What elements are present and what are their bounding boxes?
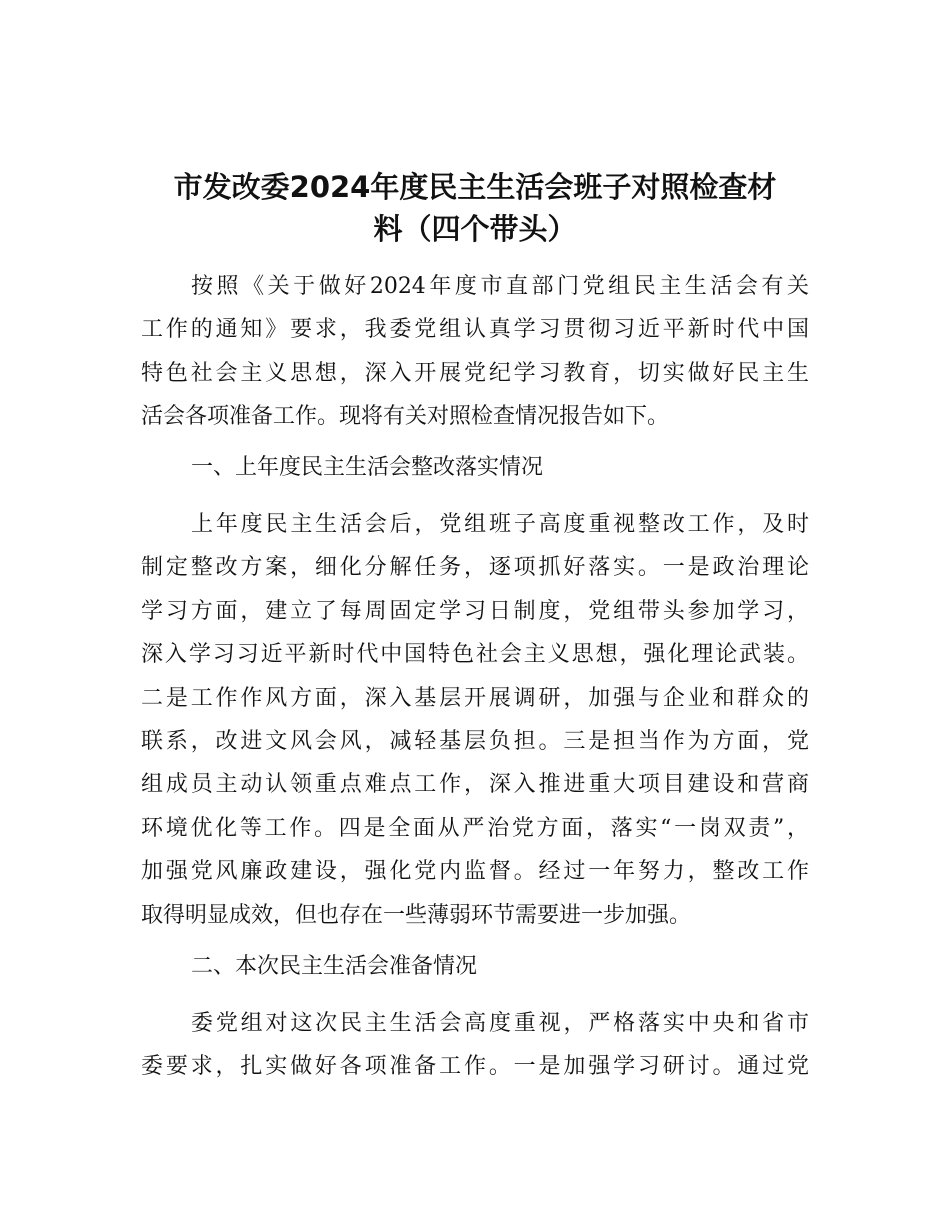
paragraph-line: 组成员主动认领重点难点工作，深入推进重大项目建设和营商 [141,772,809,798]
document-title-line-2: 料（四个带头） [373,212,577,246]
section-heading: 一、上年度民主生活会整改落实情况 [191,455,544,480]
paragraph-line: 特色社会主义思想，深入开展党纪学习教育，切实做好民主生 [141,360,809,386]
paragraph-line: 深入学习习近平新时代中国特色社会主义思想，强化理论武装。 [141,642,809,668]
paragraph-line: 加强党风廉政建设，强化党内监督。经过一年努力，整改工作 [141,859,809,885]
paragraph-line: 制定整改方案，细化分解任务，逐项抓好落实。一是政治理论 [141,555,809,581]
paragraph-line: 学习方面，建立了每周固定学习日制度，党组带头参加学习， [141,598,809,624]
paragraph-line: 环境优化等工作。四是全面从严治党方面，落实“一岗双责”， [141,815,809,841]
section-heading: 二、本次民主生活会准备情况 [191,954,478,979]
paragraph-line: 二是工作作风方面，深入基层开展调研，加强与企业和群众的 [141,685,809,711]
paragraph-line: 委要求，扎实做好各项准备工作。一是加强学习研讨。通过党 [141,1054,809,1080]
document-title-line-1: 市发改委2024年度民主生活会班子对照检查材 [173,170,777,204]
paragraph-line: 委党组对这次民主生活会高度重视，严格落实中央和省市 [191,1011,809,1036]
paragraph-line: 工作的通知》要求，我委党组认真学习贯彻习近平新时代中国 [141,317,809,343]
paragraph-line: 联系，改进文风会风，减轻基层负担。三是担当作为方面，党 [141,729,809,754]
paragraph-line: 活会各项准备工作。现将有关对照检查情况报告如下。 [141,404,670,430]
paragraph-line: 按照《关于做好2024年度市直部门党组民主生活会有关 [191,274,809,299]
paragraph-line: 上年度民主生活会后，党组班子高度重视整改工作，及时 [191,512,809,537]
paragraph-line: 取得明显成效，但也存在一些薄弱环节需要进一步加强。 [141,902,692,928]
